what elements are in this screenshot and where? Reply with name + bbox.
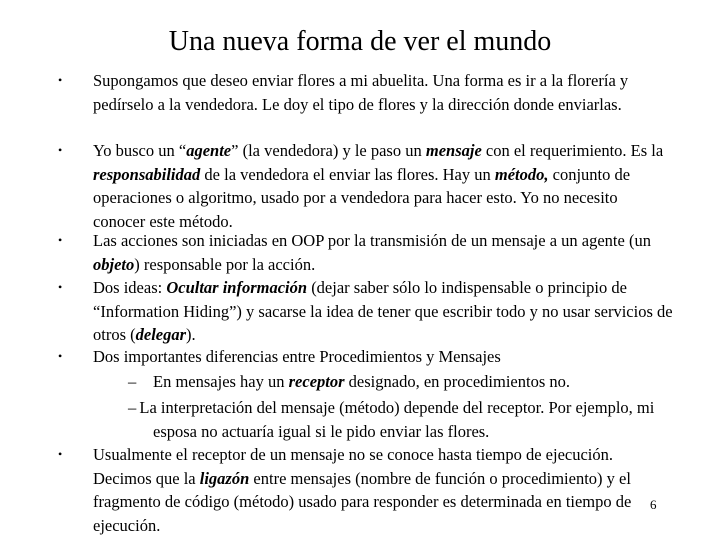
- keyword-receptor: receptor: [288, 372, 345, 391]
- bullet-marker: •: [58, 447, 63, 461]
- bullet-3-text: Las acciones son iniciadas en OOP por la transmisión de un mensaje a un agente (un objeto) responsable por la acción.: [93, 231, 651, 274]
- slide-title: Una nueva forma de ver el mundo: [168, 26, 552, 57]
- sub-bullet-marker: –: [128, 398, 137, 417]
- bullet-4-text: Dos ideas: Ocultar información (dejar saber sólo lo indispensable o principio de “Information Hiding”) y sacarse la idea de tener que escribir todo y no usar servicios de otros (delegar).: [93, 278, 673, 344]
- bullet-5-text: Dos importantes diferencias entre Procedimientos y Mensajes: [93, 347, 501, 366]
- keyword-delegar: delegar: [135, 325, 187, 344]
- keyword-responsabilidad: responsabilidad: [93, 164, 201, 184]
- keyword-ligazon: ligazón: [199, 468, 250, 488]
- bullet-1-text: Supongamos que deseo enviar flores a mi abuelita. Una forma es ir a la florería y pedírselo a la vendedora. Le doy el tipo de flores y la dirección donde enviarlas.: [93, 71, 629, 114]
- keyword-metodo: método,: [494, 164, 549, 184]
- keyword-objeto: objeto: [93, 254, 135, 274]
- bullet-2-text: Yo busco un “agente” (la vendedora) y le paso un mensaje con el requerimiento. Es la responsabilidad de la vendedora el enviar las flores. Hay un método, conjunto de operaciones o algoritmo, usado por a vendedora para hacer esto. Yo no necesito conocer este método.: [93, 141, 664, 231]
- sub-bullet-marker: –: [128, 372, 137, 391]
- keyword-mensaje: mensaje: [425, 141, 482, 160]
- sub-bullet-2-text: La interpretación del mensaje (método) depende del receptor. Por ejemplo, mi esposa no actuaría igual si le pido enviar las flores.: [139, 398, 655, 441]
- sub-bullet-1-text: En mensajes hay un receptor designado, en procedimientos no.: [153, 372, 570, 391]
- bullet-marker: •: [58, 73, 63, 87]
- keyword-agente: agente: [186, 141, 232, 160]
- bullet-marker: •: [58, 349, 63, 363]
- keyword-ocultar-informacion: Ocultar información: [166, 278, 308, 297]
- page-number: 6: [650, 497, 657, 512]
- bullet-6-text: Usualmente el receptor de un mensaje no se conoce hasta tiempo de ejecución. Decimos que la ligazón entre mensajes (nombre de función o procedimiento) y el fragmento de código (método) usado para responder es determinada en tiempo de ejecución.: [93, 445, 632, 535]
- bullet-marker: •: [58, 233, 63, 247]
- bullet-marker: •: [58, 280, 63, 294]
- bullet-marker: •: [58, 143, 63, 157]
